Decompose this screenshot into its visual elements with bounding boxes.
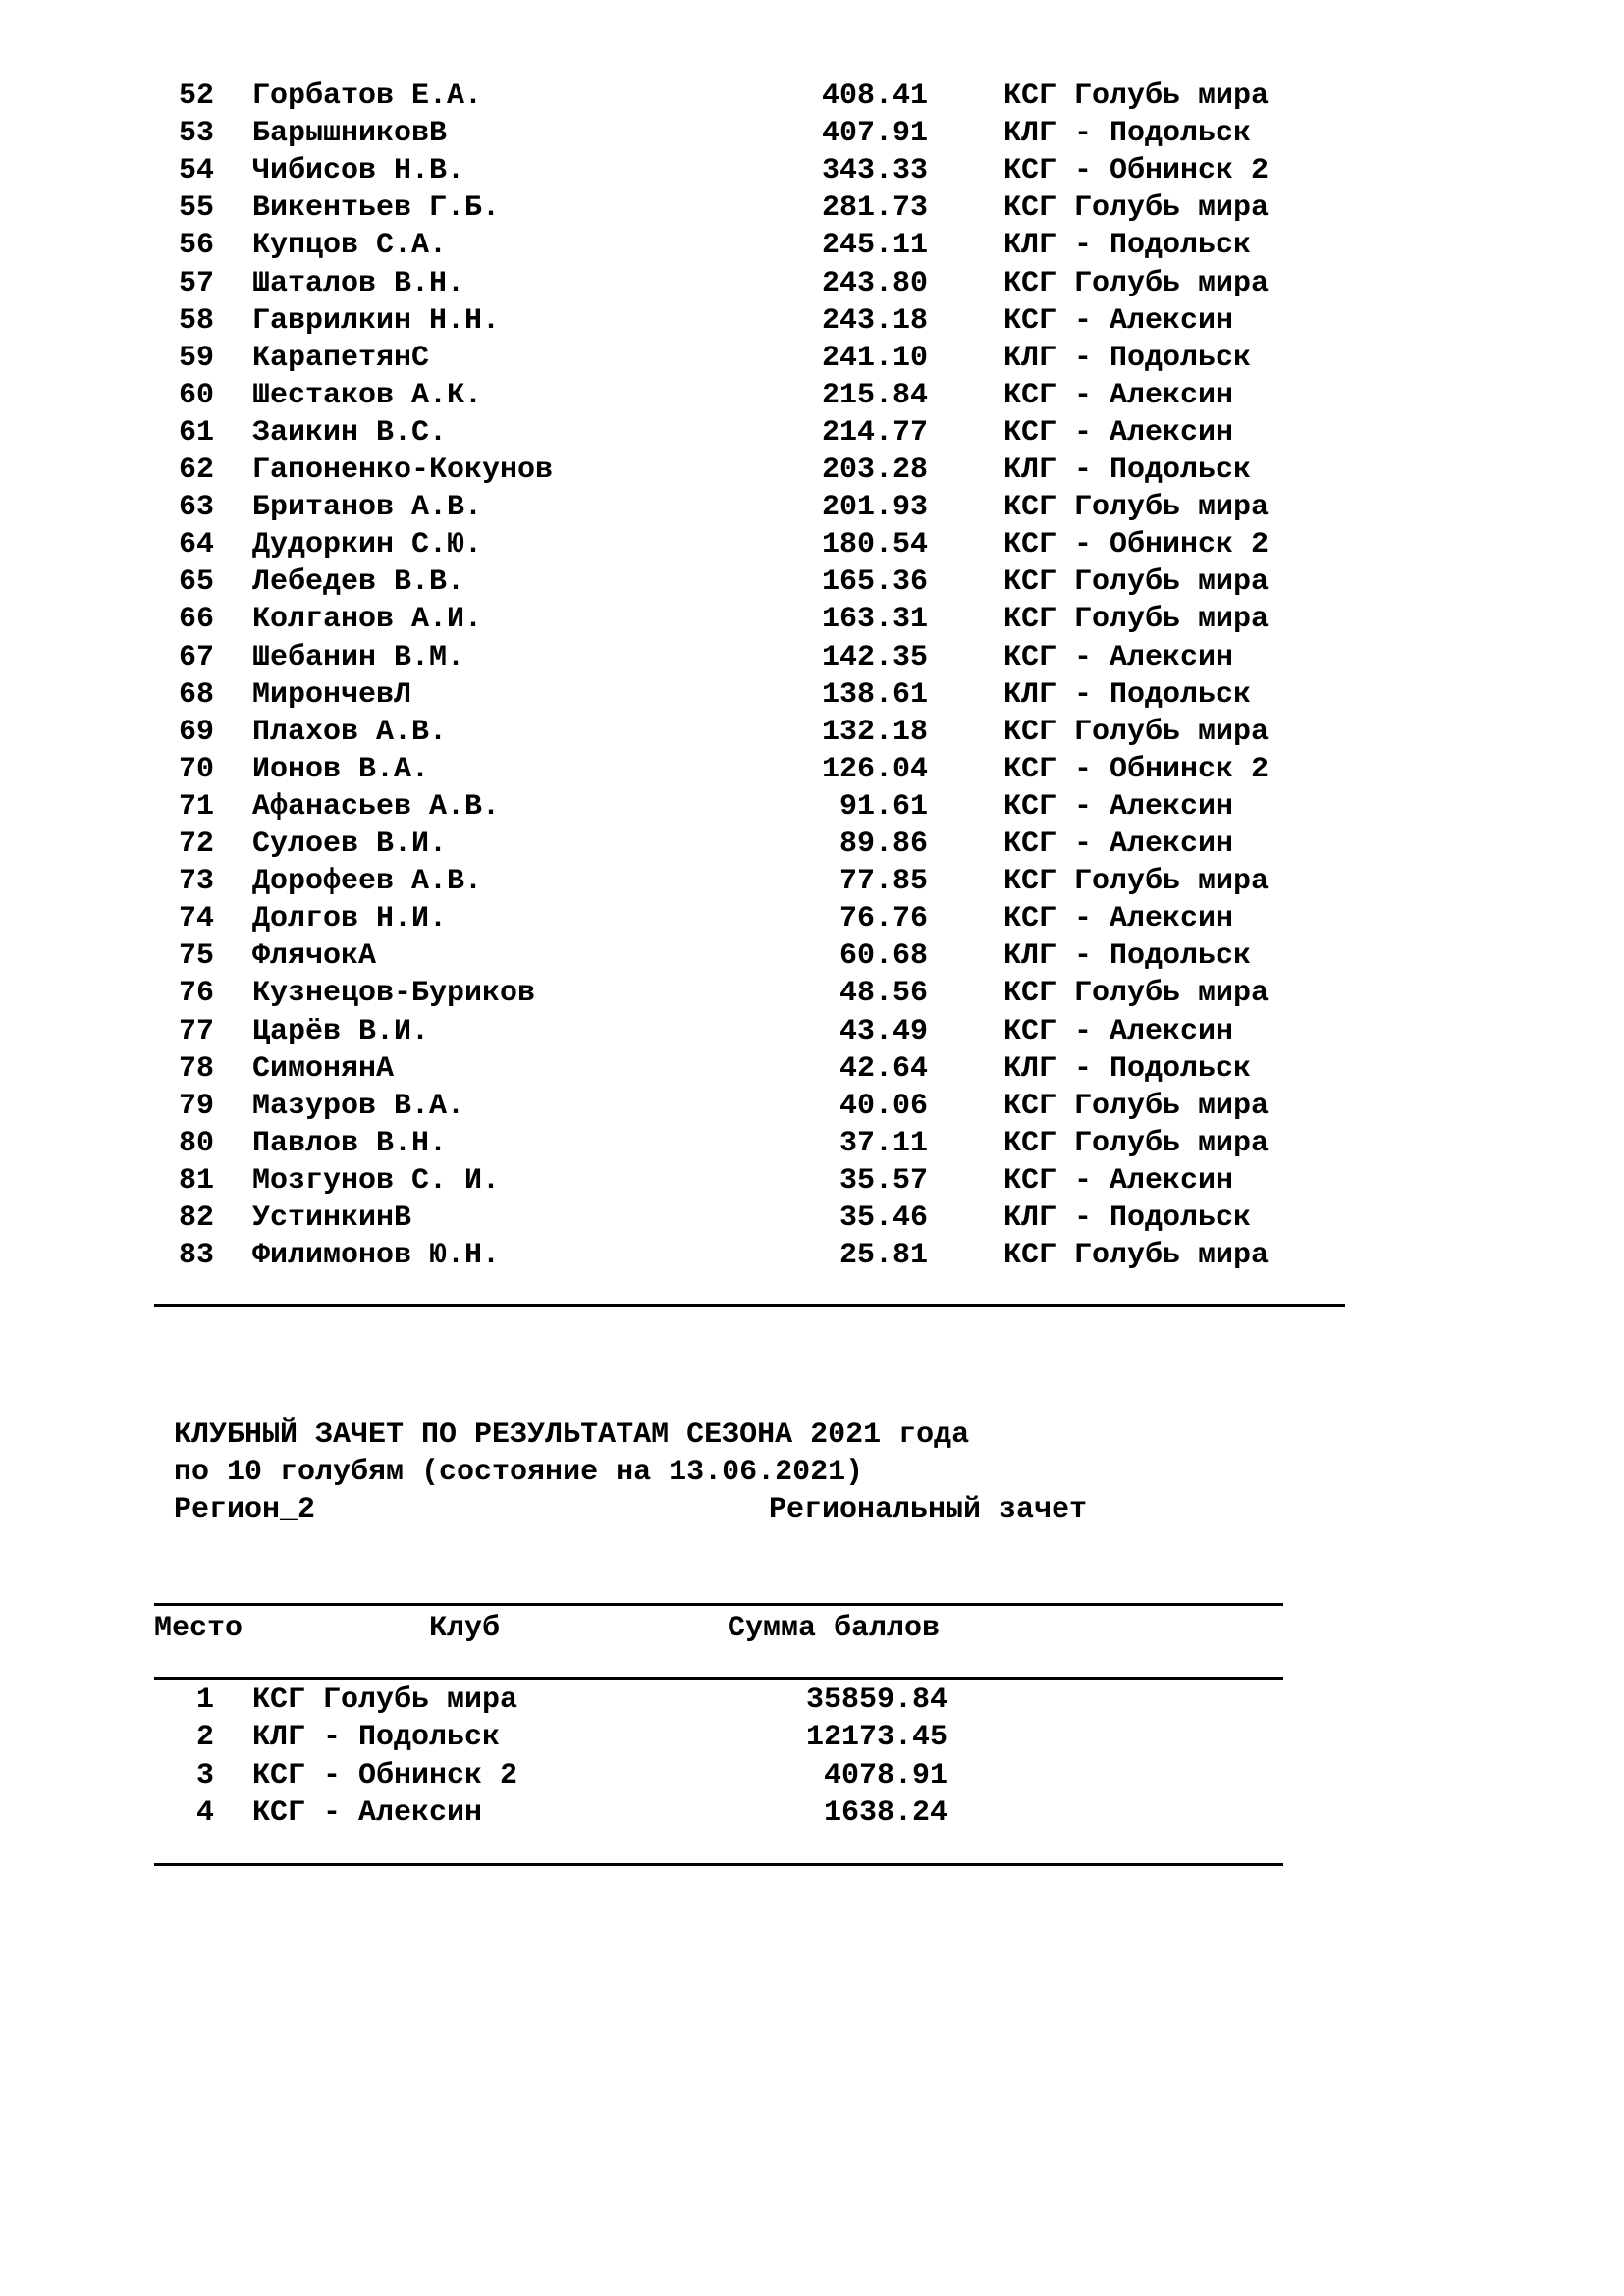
- ranking-place: 67: [178, 640, 214, 674]
- ranking-place: 81: [178, 1163, 214, 1198]
- ranking-name: Горбатов Е.А.: [252, 80, 483, 113]
- ranking-name: Британов А.В.: [252, 491, 483, 525]
- ranking-club: КСГ - Алексин: [1003, 902, 1234, 936]
- ranking-score: 35.57: [839, 1163, 928, 1198]
- club-row: [0, 1719, 1624, 1756]
- ranking-score: 343.33: [821, 154, 928, 188]
- ranking-row: [0, 1237, 1624, 1274]
- club-row: [0, 1757, 1624, 1794]
- ranking-club: КСГ - Алексин: [1003, 828, 1234, 861]
- ranking-score: 142.35: [821, 640, 928, 674]
- ranking-score: 163.31: [821, 603, 928, 637]
- ranking-club: КЛГ - Подольск: [1003, 1051, 1252, 1086]
- ranking-row: [0, 975, 1624, 1012]
- ranking-score: 76.76: [839, 902, 928, 936]
- ranking-row: [0, 563, 1624, 601]
- ranking-place: 60: [178, 378, 214, 412]
- ranking-score: 40.06: [839, 1089, 928, 1123]
- ranking-row: [0, 115, 1624, 152]
- ranking-row: [0, 489, 1624, 526]
- ranking-score: 126.04: [821, 752, 928, 786]
- ranking-name: Афанасьев А.В.: [252, 789, 501, 824]
- ranking-score: 180.54: [821, 528, 928, 562]
- ranking-row: [0, 639, 1624, 676]
- ranking-place: 70: [178, 752, 214, 786]
- ranking-club: КСГ Голубь мира: [1003, 977, 1270, 1011]
- club-sum: 1638.24: [823, 1795, 947, 1830]
- ranking-row: [0, 152, 1624, 189]
- ranking-place: 61: [178, 415, 214, 450]
- ranking-place: 71: [178, 789, 214, 824]
- ranking-name: МирончевЛ: [252, 677, 412, 712]
- ranking-club: КСГ Голубь мира: [1003, 565, 1270, 600]
- ranking-club: КСГ - Алексин: [1003, 415, 1234, 450]
- ranking-club: КЛГ - Подольск: [1003, 939, 1252, 974]
- ranking-club: КСГ Голубь мира: [1003, 1089, 1270, 1123]
- club-row: [0, 1794, 1624, 1832]
- ranking-row: [0, 863, 1624, 900]
- region-label: Регион_2: [174, 1493, 316, 1526]
- ranking-score: 138.61: [821, 677, 928, 712]
- ranking-place: 77: [178, 1014, 214, 1048]
- ranking-place: 82: [178, 1201, 214, 1235]
- ranking-name: ФлячокА: [252, 939, 377, 974]
- ranking-club: КСГ Голубь мира: [1003, 80, 1270, 113]
- ranking-place: 56: [178, 229, 214, 263]
- ranking-place: 72: [178, 828, 214, 861]
- ranking-name: Дорофеев А.В.: [252, 865, 483, 899]
- ranking-club: КСГ - Обнинск 2: [1003, 154, 1270, 188]
- ranking-club: КСГ Голубь мира: [1003, 715, 1270, 749]
- ranking-club: КЛГ - Подольск: [1003, 677, 1252, 712]
- ranking-row: [0, 676, 1624, 714]
- ranking-name: Викентьев Г.Б.: [252, 191, 501, 226]
- ranking-row: [0, 788, 1624, 826]
- ranking-row: [0, 900, 1624, 937]
- ranking-place: 68: [178, 677, 214, 712]
- ranking-place: 75: [178, 939, 214, 974]
- ranking-row: [0, 340, 1624, 377]
- ranking-club: КСГ - Алексин: [1003, 1163, 1234, 1198]
- ranking-club: КСГ - Обнинск 2: [1003, 528, 1270, 562]
- club-title-line1: КЛУБНЫЙ ЗАЧЕТ ПО РЕЗУЛЬТАТАМ СЕЗОНА 2021 года: [174, 1418, 970, 1452]
- ranking-place: 57: [178, 266, 214, 300]
- ranking-place: 64: [178, 528, 214, 562]
- ranking-score: 132.18: [821, 715, 928, 749]
- ranking-score: 60.68: [839, 939, 928, 974]
- ranking-place: 52: [178, 80, 214, 113]
- ranking-name: Кузнецов-Буриков: [252, 977, 536, 1011]
- ranking-club: КСГ - Алексин: [1003, 789, 1234, 824]
- club-place: 3: [195, 1758, 214, 1792]
- ranking-place: 59: [178, 341, 214, 375]
- ranking-club: КСГ - Алексин: [1003, 640, 1234, 674]
- ranking-row: [0, 714, 1624, 751]
- ranking-row: [0, 377, 1624, 414]
- ranking-row: [0, 751, 1624, 788]
- ranking-club: КСГ Голубь мира: [1003, 1239, 1270, 1273]
- club-header-top-rule: [154, 1603, 1283, 1606]
- ranking-name: БарышниковВ: [252, 117, 448, 151]
- ranking-row: [0, 227, 1624, 264]
- ranking-club: КЛГ - Подольск: [1003, 341, 1252, 375]
- ranking-name: Павлов В.Н.: [252, 1126, 448, 1160]
- ranking-row: [0, 937, 1624, 975]
- club-bottom-rule: [154, 1863, 1283, 1866]
- ranking-place: 79: [178, 1089, 214, 1123]
- ranking-row: [0, 452, 1624, 489]
- ranking-club: КСГ - Обнинск 2: [1003, 752, 1270, 786]
- ranking-row: [0, 1162, 1624, 1200]
- ranking-row: [0, 302, 1624, 340]
- ranking-place: 58: [178, 303, 214, 338]
- ranking-name: Гапоненко-Кокунов: [252, 454, 554, 487]
- ranking-name: Гаврилкин Н.Н.: [252, 303, 501, 338]
- ranking-place: 66: [178, 603, 214, 637]
- ranking-place: 73: [178, 865, 214, 899]
- ranking-row: [0, 189, 1624, 227]
- ranking-club: КСГ Голубь мира: [1003, 1126, 1270, 1160]
- ranking-score: 42.64: [839, 1051, 928, 1086]
- ranking-score: 245.11: [821, 229, 928, 263]
- ranking-name: Мозгунов С. И.: [252, 1163, 501, 1198]
- ranking-name: СимонянА: [252, 1051, 395, 1086]
- club-title-line2: по 10 голубям (состояние на 13.06.2021): [174, 1456, 864, 1489]
- ranking-score: 281.73: [821, 191, 928, 226]
- ranking-name: Плахов А.В.: [252, 715, 448, 749]
- ranking-row: [0, 1088, 1624, 1125]
- ranking-score: 91.61: [839, 789, 928, 824]
- club-name: КЛГ - Подольск: [252, 1721, 501, 1755]
- ranking-name: Сулоев В.И.: [252, 828, 448, 861]
- club-place: 1: [195, 1683, 214, 1717]
- ranking-name: Чибисов Н.В.: [252, 154, 465, 188]
- ranking-row: [0, 265, 1624, 302]
- ranking-name: Шебанин В.М.: [252, 640, 465, 674]
- ranking-club: КЛГ - Подольск: [1003, 229, 1252, 263]
- header-place: Место: [154, 1612, 244, 1645]
- ranking-place: 65: [178, 565, 214, 600]
- club-row: [0, 1682, 1624, 1719]
- ranking-name: УстинкинВ: [252, 1201, 412, 1235]
- ranking-row: [0, 78, 1624, 115]
- ranking-row: [0, 826, 1624, 863]
- ranking-score: 165.36: [821, 565, 928, 600]
- ranking-name: Заикин В.С.: [252, 415, 448, 450]
- ranking-row: [0, 414, 1624, 452]
- ranking-place: 55: [178, 191, 214, 226]
- club-header-bottom-rule: [154, 1677, 1283, 1680]
- ranking-score: 241.10: [821, 341, 928, 375]
- ranking-name: Купцов С.А.: [252, 229, 448, 263]
- ranking-club: КЛГ - Подольск: [1003, 117, 1252, 151]
- ranking-name: Филимонов Ю.Н.: [252, 1239, 501, 1273]
- ranking-score: 243.18: [821, 303, 928, 338]
- ranking-club: КСГ - Алексин: [1003, 378, 1234, 412]
- ranking-name: Долгов Н.И.: [252, 902, 448, 936]
- ranking-name: Ионов В.А.: [252, 752, 430, 786]
- ranking-score: 48.56: [839, 977, 928, 1011]
- ranking-score: 243.80: [821, 266, 928, 300]
- regional-subtitle: Региональный зачет: [769, 1493, 1088, 1526]
- ranking-row: [0, 1013, 1624, 1050]
- ranking-club: КСГ Голубь мира: [1003, 266, 1270, 300]
- ranking-place: 83: [178, 1239, 214, 1273]
- ranking-score: 215.84: [821, 378, 928, 412]
- ranking-place: 63: [178, 491, 214, 525]
- ranking-score: 203.28: [821, 454, 928, 487]
- ranking-place: 62: [178, 454, 214, 487]
- ranking-name: Шестаков А.К.: [252, 378, 483, 412]
- ranking-row: [0, 526, 1624, 563]
- club-name: КСГ - Алексин: [252, 1795, 483, 1830]
- ranking-place: 80: [178, 1126, 214, 1160]
- ranking-place: 78: [178, 1051, 214, 1086]
- ranking-club: КСГ Голубь мира: [1003, 191, 1270, 226]
- club-name: КСГ Голубь мира: [252, 1683, 518, 1717]
- ranking-name: Шаталов В.Н.: [252, 266, 465, 300]
- ranking-name: Мазуров В.А.: [252, 1089, 465, 1123]
- ranking-place: 74: [178, 902, 214, 936]
- ranking-name: Дудоркин С.Ю.: [252, 528, 483, 562]
- ranking-score: 201.93: [821, 491, 928, 525]
- ranking-club: КЛГ - Подольск: [1003, 454, 1252, 487]
- club-name: КСГ - Обнинск 2: [252, 1758, 518, 1792]
- ranking-club: КСГ Голубь мира: [1003, 491, 1270, 525]
- club-sum: 35859.84: [805, 1683, 947, 1717]
- ranking-score: 89.86: [839, 828, 928, 861]
- ranking-name: Колганов А.И.: [252, 603, 483, 637]
- ranking-row: [0, 1200, 1624, 1237]
- ranking-row: [0, 1050, 1624, 1088]
- ranking-score: 35.46: [839, 1201, 928, 1235]
- ranking-name: Царёв В.И.: [252, 1014, 430, 1048]
- ranking-club: КСГ - Алексин: [1003, 1014, 1234, 1048]
- ranking-row: [0, 1125, 1624, 1162]
- ranking-score: 37.11: [839, 1126, 928, 1160]
- ranking-place: 53: [178, 117, 214, 151]
- ranking-place: 54: [178, 154, 214, 188]
- ranking-club: КСГ Голубь мира: [1003, 865, 1270, 899]
- ranking-name: Лебедев В.В.: [252, 565, 465, 600]
- club-place: 2: [195, 1721, 214, 1755]
- ranking-score: 407.91: [821, 117, 928, 151]
- ranking-score: 214.77: [821, 415, 928, 450]
- ranking-name: КарапетянС: [252, 341, 430, 375]
- ranking-club: КСГ - Алексин: [1003, 303, 1234, 338]
- ranking-score: 43.49: [839, 1014, 928, 1048]
- ranking-club: КСГ Голубь мира: [1003, 603, 1270, 637]
- ranking-score: 77.85: [839, 865, 928, 899]
- club-sum: 12173.45: [805, 1721, 947, 1755]
- club-place: 4: [195, 1795, 214, 1830]
- ranking-row: [0, 601, 1624, 638]
- ranking-score: 408.41: [821, 80, 928, 113]
- header-club: Клуб: [429, 1612, 501, 1645]
- ranking-place: 69: [178, 715, 214, 749]
- ranking-score: 25.81: [839, 1239, 928, 1273]
- header-sum: Сумма баллов: [728, 1612, 941, 1645]
- ranking-bottom-rule: [154, 1304, 1345, 1307]
- ranking-club: КЛГ - Подольск: [1003, 1201, 1252, 1235]
- ranking-place: 76: [178, 977, 214, 1011]
- club-sum: 4078.91: [823, 1758, 947, 1792]
